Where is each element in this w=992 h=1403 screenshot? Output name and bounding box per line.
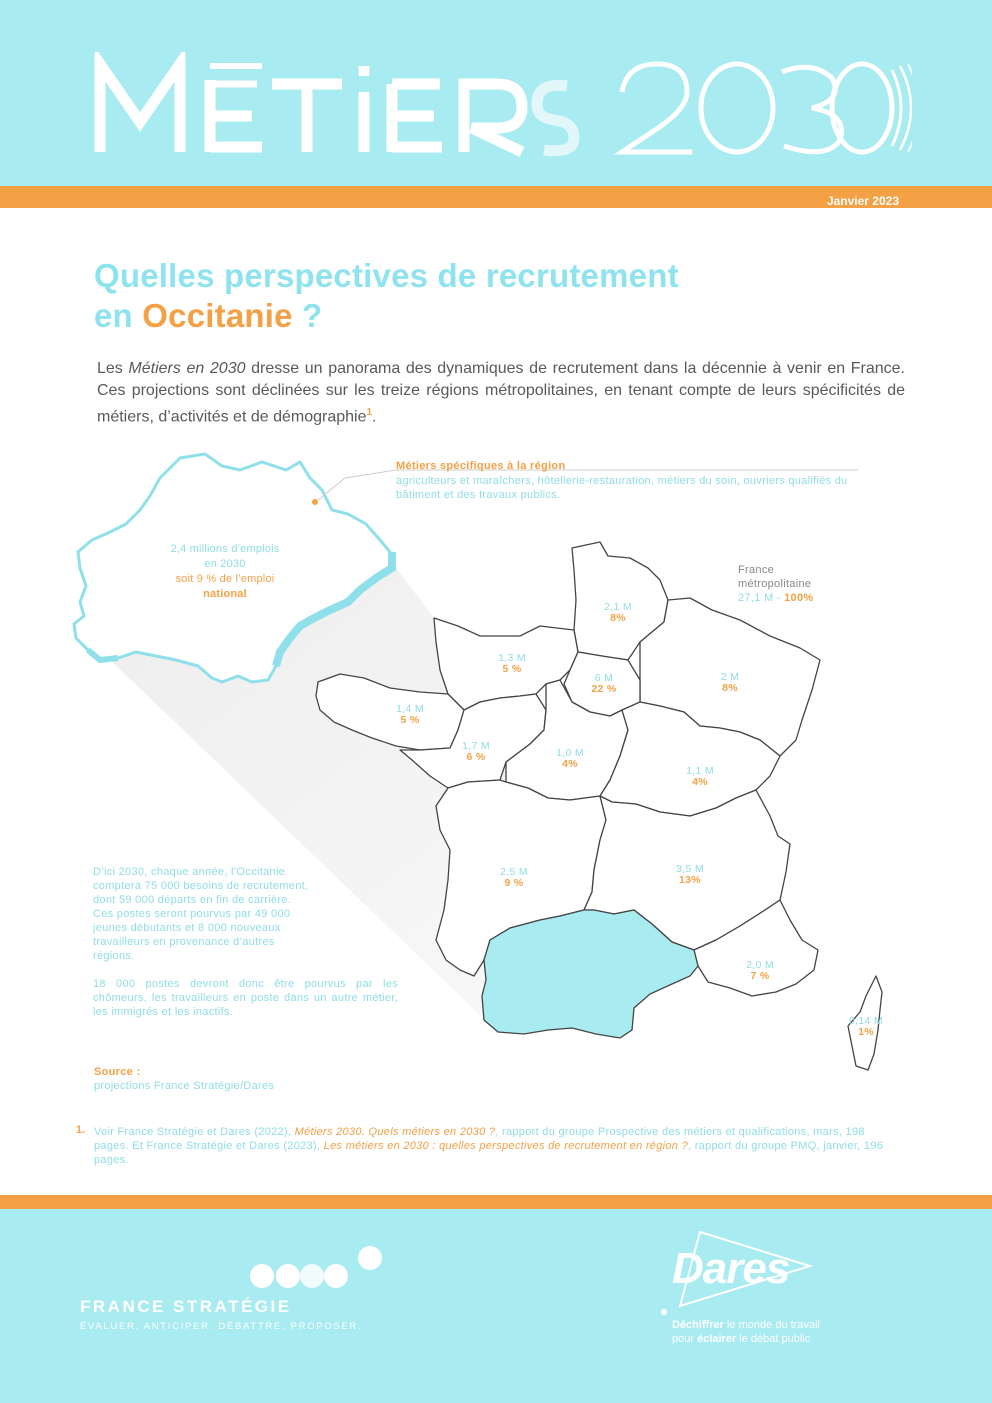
footer-stripe [0, 1195, 992, 1209]
title-prefix: en [94, 297, 143, 334]
label-corse: 0,14 M 1% [849, 1015, 883, 1038]
occitanie-jobs-line4: national [203, 588, 247, 600]
title-line-1: Quelles perspectives de recrutement [94, 257, 679, 294]
source-label: Source : [94, 1066, 141, 1078]
dares-logo-text: Dares [672, 1244, 790, 1293]
footnote-italic1: Métiers 2030. Quels métiers en 2030 ? [294, 1126, 496, 1138]
france-total-value: 27,1 M [738, 592, 774, 604]
footnote-number: 1. [76, 1124, 86, 1136]
dares-tagline [672, 1318, 820, 1346]
france-label-1: France [738, 564, 775, 576]
label-auvergne-rhone-alpes: 3,5 M 13% [676, 863, 704, 886]
intro-text-3: . [372, 408, 377, 426]
occitanie-jobs-line1: 2,4 millions d’emplois [170, 543, 280, 555]
footnote-part1: Voir France Stratégie et Dares (2022), [94, 1126, 295, 1138]
label-ile-de-france: 6 M 22 % [591, 672, 617, 695]
title-suffix: ? [292, 297, 323, 334]
label-bretagne: 1,4 M 5 % [396, 703, 424, 726]
intro-paragraph [97, 358, 905, 428]
page-title [94, 256, 679, 336]
title-region: Occitanie [142, 297, 293, 334]
footnote-ref[interactable]: 1 [366, 407, 373, 418]
specific-jobs-title: Métiers spécifiques à la région [396, 460, 566, 472]
footnote-italic2: Les métiers en 2030 : quelles perspectives de recrutement en région ? [323, 1140, 688, 1152]
france-strategie-motto: ÉVALUER. ANTICIPER. DÉBATTRE. PROPOSER. [80, 1321, 363, 1332]
intro-text-2: dresse un panorama des dynamiques de recrutement dans la décennie à venir en France. Ces projections sont déclinées sur les treize régions métropolitaines, en tenant compte de leurs spécificités de métiers, d’activités et de démographie [97, 360, 906, 426]
specific-jobs-text: agriculteurs et maraîchers, hôtellerie-restauration, métiers du soin, ouvriers qualifiés du bâtiment et des travaux publics. [396, 475, 848, 501]
map-pin-dot [312, 499, 318, 505]
footnote-part2: , rapport du groupe Prospective des métiers et qualifications, mars, 198 pages. Et France Stratégie et Dares (2023), [94, 1126, 865, 1152]
metiers-2030-logo [92, 52, 912, 164]
occitanie-jobs-line3: soit 9 % de l’emploi [175, 573, 275, 585]
label-paca: 2,0 M 7 % [746, 959, 774, 982]
intro-italic: Métiers en 2030 [128, 360, 246, 377]
source-text: projections France Stratégie/Dares [94, 1080, 275, 1092]
label-pays-de-la-loire: 1,7 M 6 % [462, 740, 490, 763]
france-total-pct: 100% [784, 592, 814, 604]
intro-text-1: Les [97, 360, 129, 377]
label-centre-val-de-loire: 1,0 M 4% [556, 747, 584, 770]
label-normandie: 1,3 M 5 % [498, 652, 526, 675]
label-hauts-de-france: 2,1 M 8% [604, 601, 632, 624]
dares-tagline-2: pour éclairer le débat public [672, 1333, 811, 1345]
occitanie-jobs-line2: en 2030 [204, 558, 246, 570]
recruitment-paragraph: D’ici 2030, chaque année, l’Occitanie comptera 75 000 besoins de recrutement, dont 59 000 départs en fin de carrière. Ces postes seront pourvus par 49 000 jeunes débutants et 8 000 nouveaux travailleurs en provenance d’autres régions. [93, 866, 309, 962]
france-total-sep: - [773, 592, 785, 604]
footnote-text [94, 1125, 900, 1167]
france-total [738, 591, 813, 605]
footnote-part3: , rapport du groupe PMQ, janvier, 196 pages. [94, 1140, 884, 1166]
dares-tagline-1: Déchiffrer le monde du travail [672, 1319, 820, 1331]
title-line-2 [94, 296, 679, 336]
france-label-2: métropolitaine [738, 578, 812, 590]
label-bourgogne-franche-comte: 1,1 M 4% [686, 765, 714, 788]
remaining-posts-paragraph: 18 000 postes devront donc être pourvus par les chômeurs, les travailleurs en poste dans un autre métier, les immigrés et les inactifs. [93, 978, 398, 1018]
france-strategie-dots-icon [248, 1244, 388, 1292]
label-nouvelle-aquitaine: 2,5 M 9 % [500, 866, 528, 889]
label-grand-est: 2 M 8% [720, 671, 740, 694]
france-strategie-name: FRANCE STRATÉGIE [80, 1297, 292, 1316]
publication-date: Janvier 2023 [826, 194, 899, 208]
occitanie-employment-box [140, 542, 310, 602]
france-total-box [738, 563, 813, 605]
